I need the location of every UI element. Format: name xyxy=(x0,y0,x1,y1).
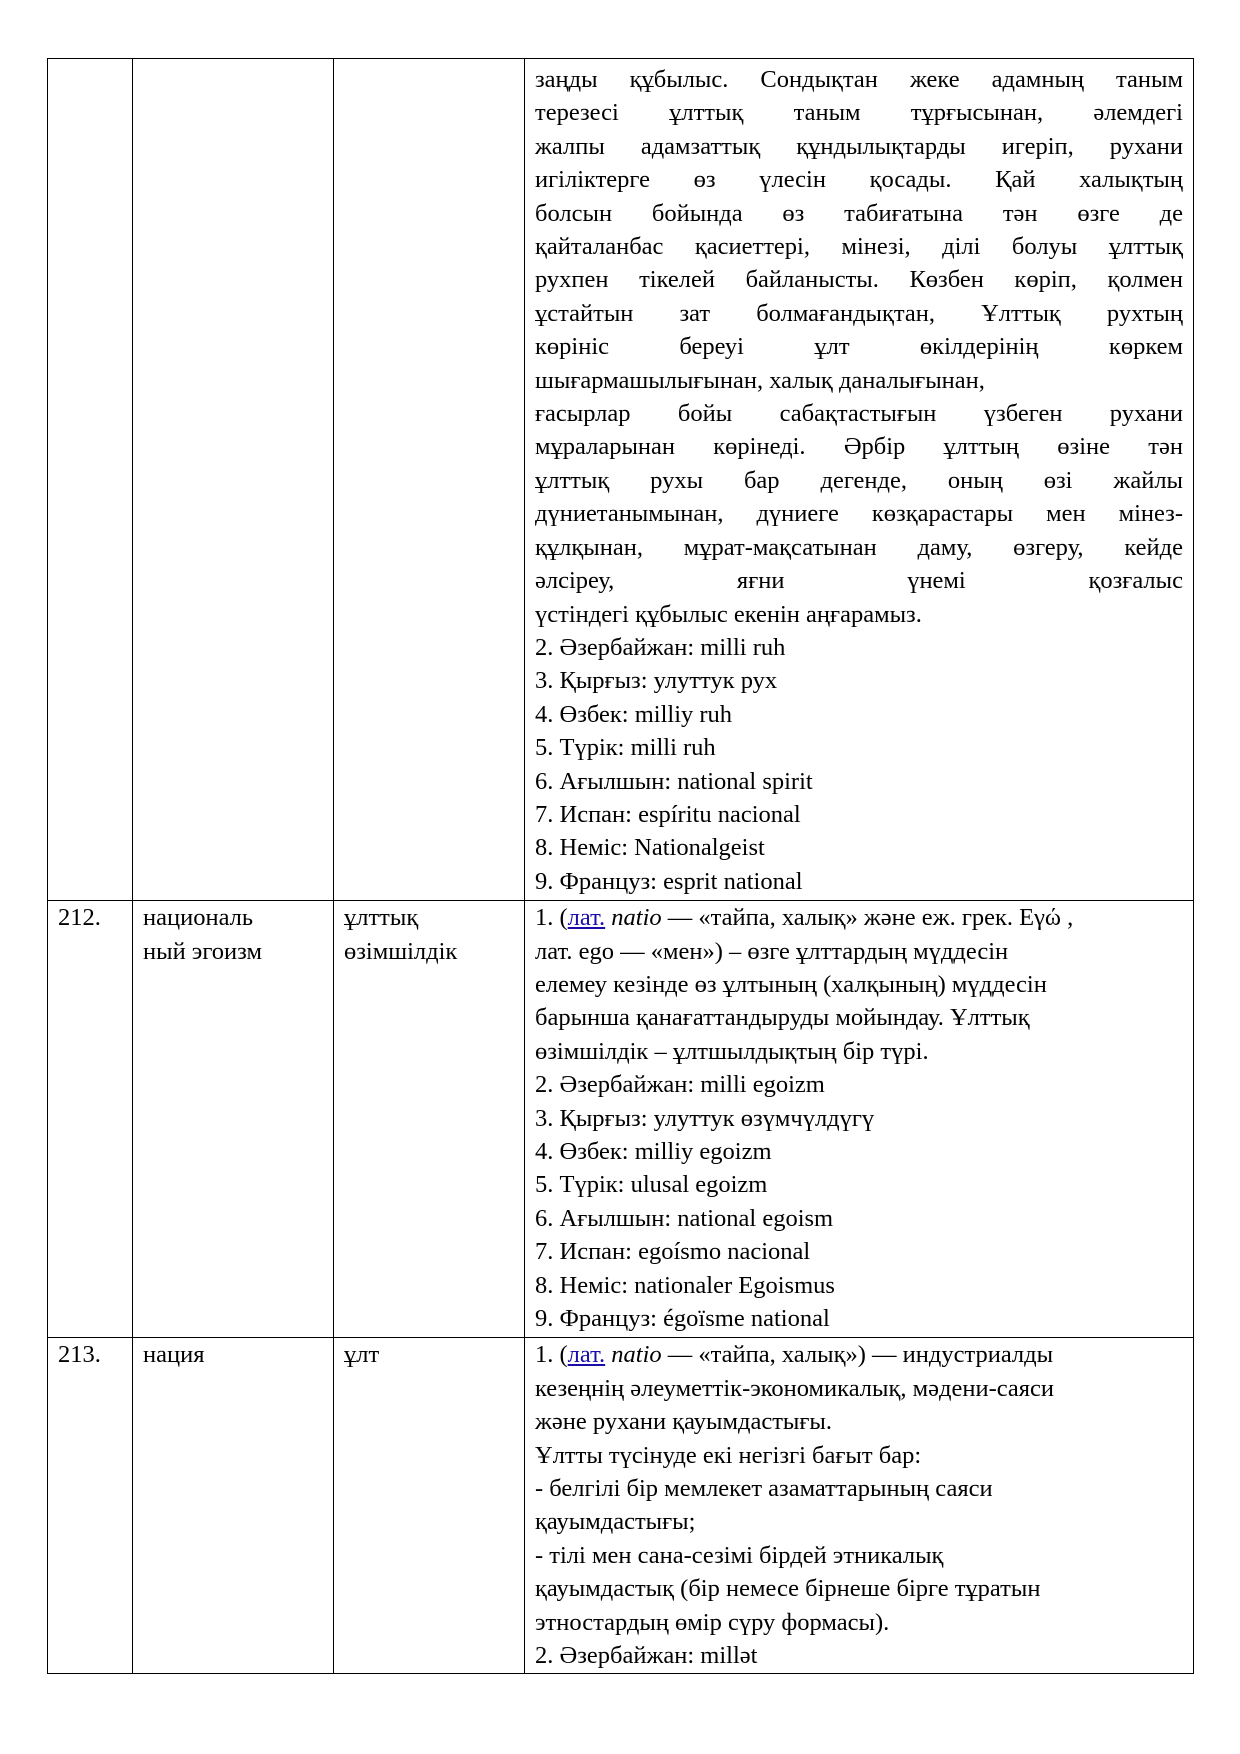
definition-line: өзімшілдік – ұлтшылдықтың бір түрі. xyxy=(535,1037,929,1065)
definition-line: үстіндегі құбылыс екенін аңғарамыз. xyxy=(535,600,922,628)
translation-line: 3. Қырғыз: улуттук рух xyxy=(535,667,778,695)
definition-line: кезеңнің әлеуметтік-экономикалық, мәдени-саяси xyxy=(535,1374,1055,1402)
definition-first-line xyxy=(535,1338,1183,1371)
translation-line: 8. Неміс: Nationalgeist xyxy=(535,834,765,862)
kazakh-term-cell xyxy=(334,901,525,1338)
russian-term-cell xyxy=(133,901,334,1338)
translation-line: 4. Өзбек: milliy ruh xyxy=(535,700,733,728)
definition-line: этностардың өмір сүру формасы). xyxy=(535,1608,890,1636)
russian-term-cell xyxy=(133,59,334,901)
translation-line: 8. Неміс: nationaler Egoismus xyxy=(535,1271,835,1299)
definition-first-line-rest: — «тайпа, халық» және еж. грек. Εγώ , xyxy=(661,904,1074,932)
latin-link[interactable]: лат. xyxy=(567,904,606,932)
etymon-italic: natio xyxy=(611,1341,662,1369)
etymon-italic: natio xyxy=(611,904,662,932)
definition-cell xyxy=(525,59,1194,901)
definition-line: әлсіреу, яғни үнемі қозғалыс xyxy=(535,567,1183,595)
definition-line: дүниетанымынан, дүниеге көзқарастары мен мінез- xyxy=(535,500,1183,528)
definition-line: қайталанбас қасиеттері, мінезі, ділі болуы ұлттық xyxy=(535,233,1183,261)
definition-line: ұстайтын зат болмағандықтан, Ұлттық рухтың xyxy=(535,299,1183,327)
definition-line: қауымдастық (бір немесе бірнеше бірге тұратын xyxy=(535,1575,1041,1603)
definition-first-line xyxy=(535,901,1183,934)
translation-line: 6. Ағылшын: national spirit xyxy=(535,767,813,795)
kazakh-term-line: ұлттық xyxy=(344,904,419,932)
translation-line: 4. Өзбек: milliy egoizm xyxy=(535,1138,772,1165)
definition-line: рухпен тікелей байланысты. Көзбен көріп, қолмен xyxy=(535,266,1183,294)
definition-line: елемеу кезінде өз ұлтының (халқының) мүддесін xyxy=(535,970,1047,998)
definition-first-line-rest: — «тайпа, халық») — индустриалды xyxy=(661,1341,1054,1369)
table-row xyxy=(48,1338,1194,1673)
translation-line: 2. Әзербайжан: milli ruh xyxy=(535,633,786,661)
definition-line: - белгілі бір мемлекет азаматтарының саяси xyxy=(535,1475,993,1503)
definition-line: болсын бойында өз табиғатына тән өзге де xyxy=(535,199,1183,227)
definition-line: қауымдастығы; xyxy=(535,1508,696,1536)
translation-line: 9. Француз: égoïsme national xyxy=(535,1305,830,1333)
translation-line: 2. Әзербайжан: millət xyxy=(535,1642,758,1670)
definition-prefix: 1. ( xyxy=(535,904,568,932)
definition-line: терезесі ұлттық таным тұрғысынан, әлемдегі xyxy=(535,99,1183,127)
terminology-table xyxy=(47,58,1194,1674)
definition-line: шығармашылығынан, халық даналығынан, xyxy=(535,366,985,394)
definition-line: ұлттық рухы бар дегенде, оның өзі жайлы xyxy=(535,466,1183,494)
translation-line: 5. Түрік: milli ruh xyxy=(535,734,716,762)
latin-link[interactable]: лат. xyxy=(567,1341,606,1369)
russian-term-line: националь xyxy=(143,904,254,932)
kazakh-term-cell: ұлт xyxy=(334,1338,525,1673)
translation-line: 7. Испан: espíritu nacional xyxy=(535,800,801,828)
definition-line: және рухани қауымдастығы. xyxy=(535,1408,833,1436)
entry-number-cell xyxy=(48,59,133,901)
definition-cell xyxy=(525,1338,1194,1673)
definition-line: лат. ego — «мен») – өзге ұлттардың мүддесін xyxy=(535,937,1009,965)
table-row xyxy=(48,59,1194,901)
definition-line: барынша қанағаттандыруды мойындау. Ұлттық xyxy=(535,1004,1030,1032)
table-row xyxy=(48,901,1194,1338)
definition-line: - тілі мен сана-сезімі бірдей этникалық xyxy=(535,1541,944,1569)
entry-number-cell: 213. xyxy=(48,1338,133,1673)
translation-line: 6. Ағылшын: national egoism xyxy=(535,1204,834,1232)
definition-line: игіліктерге өз үлесін қосады. Қай халықтың xyxy=(535,166,1183,194)
definition-line: көрініс береуі ұлт өкілдерінің көркем xyxy=(535,333,1183,361)
translation-line: 5. Түрік: ulusal egoizm xyxy=(535,1171,768,1199)
entry-number-cell: 212. xyxy=(48,901,133,1338)
kazakh-term-line: өзімшілдік xyxy=(344,937,458,965)
translation-line: 7. Испан: egoísmo nacional xyxy=(535,1238,811,1266)
definition-line: заңды құбылыс. Сондықтан жеке адамның таным xyxy=(535,66,1183,93)
translation-line: 2. Әзербайжан: milli egoizm xyxy=(535,1071,825,1099)
translation-line: 9. Француз: esprit national xyxy=(535,867,803,895)
definition-line: мұраларынан көрінеді. Әрбір ұлттың өзіне тән xyxy=(535,433,1183,461)
russian-term-cell: нация xyxy=(133,1338,334,1673)
russian-term-line: ный эгоизм xyxy=(143,937,262,965)
definition-line: жалпы адамзаттық құндылықтарды игеріп, рухани xyxy=(535,132,1183,160)
definition-line: ғасырлар бойы сабақтастығын үзбеген рухани xyxy=(535,400,1183,428)
translation-line: 3. Қырғыз: улуттук өзүмчүлдүгү xyxy=(535,1104,875,1132)
definition-prefix: 1. ( xyxy=(535,1341,568,1369)
definition-cell xyxy=(525,901,1194,1338)
definition-line: құлқынан, мұрат-мақсатынан даму, өзгеру, кейде xyxy=(535,533,1183,561)
document-page xyxy=(47,58,1193,1674)
kazakh-term-cell xyxy=(334,59,525,901)
definition-line: Ұлтты түсінуде екі негізгі бағыт бар: xyxy=(535,1441,922,1469)
